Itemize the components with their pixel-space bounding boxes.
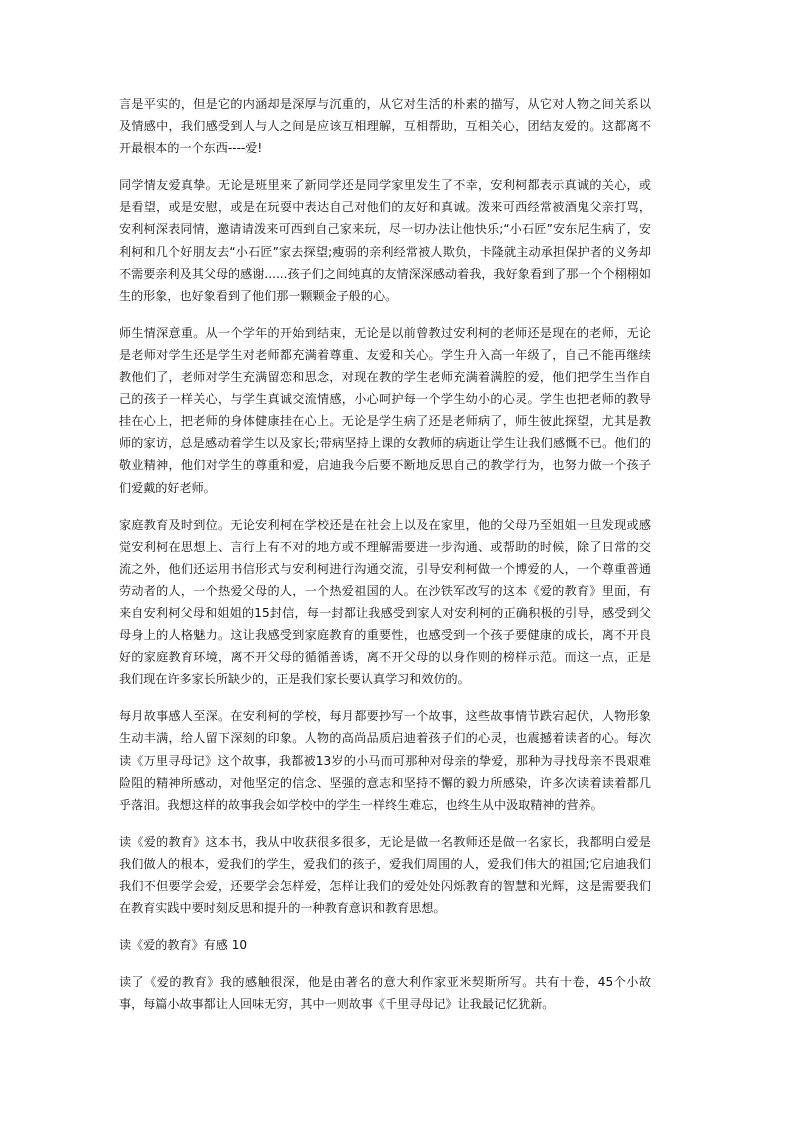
section-paragraph: 读了《爱的教育》我的感触很深，他是由著名的意大利作家亚米契斯所写。共有十卷，45个小故事，每篇小故事都让人回味无穷，其中一则故事《千里寻母记》让我最记忆犹新。 — [119, 975, 651, 1012]
paragraph-classmate-friendship: 同学情友爱真挚。无论是班里来了新同学还是同学家里发生了不幸，安利柯都表示真诚的关心，或是看望，或是安慰，或是在玩耍中表达自己对他们的友好和真诚。泼来可西经常被酒鬼父亲打骂，安利柯深表同情，邀请请泼来可西到自己家来玩，尽一切办法让他快乐;“小石匠”安东尼生病了，安利柯和几个好朋友去“小石匠”家去探望;瘦弱的亲利经常被人欺负，卡隆就主动承担保护者的义务却不需要亲利及其父母的感谢......孩子们之间纯真的友情深深感动着我，我好象看到了那一个个栩栩如生的形象，也好象看到了他们那一颗颗金子般的心。 — [119, 178, 651, 303]
paragraph-family-education: 家庭教育及时到位。无论安利柯在学校还是在社会上以及在家里，他的父母乃至姐姐一旦发现或感觉安利柯在思想上、言行上有不对的地方或不理解需要进一步沟通、或帮助的时候，除了日常的交流之外，他们还运用书信形式与安利柯进行沟通交流，引导安利柯做一个博爱的人，一个尊重普通劳动者的人，一个热爱父母的人，一个热爱祖国的人。在沙铁军改写的这本《爱的教育》里面，有来自安利柯父母和姐姐的15封信，每一封都让我感受到家人对安利柯的正确积极的引导，感受到父母身上的人格魅力。这让我感受到家庭教育的重要性，也感受到一个孩子要健康的成长，离不开良好的家庭教育环境，离不开父母的循循善诱，离不开父母的以身作则的榜样示范。而这一点，正是我们现在许多家长所缺少的，正是我们家长要认真学习和效仿的。 — [119, 517, 651, 687]
paragraph-teacher-student: 师生情深意重。从一个学年的开始到结束，无论是以前曾教过安利柯的老师还是现在的老师，无论是老师对学生还是学生对老师都充满着尊重、友爱和关心。学生升入高一年级了，自己不能再继续教他们了，老师对学生充满留恋和思念，对现在教的学生老师充满着满腔的爱，他们把学生当作自己的孩子一样关心，与学生真诚交流情感，小心呵护每一个学生幼小的心灵。学生也把老师的教导挂在心上，把老师的身体健康挂在心上。无论是学生病了还是老师病了，师生彼此探望，尤其是教师的家访，总是感动着学生以及家长;带病坚持上课的女教师的病逝让学生让我们感慨不已。他们的敬业精神，他们对学生的尊重和爱，启迪我今后要不断地反思自己的教学行为，也努力做一个孩子们爱戴的好老师。 — [119, 325, 651, 495]
document-body — [119, 93, 651, 1015]
section-title: 读《爱的教育》有感 10 — [119, 938, 248, 953]
paragraph-intro-conclusion: 言是平实的，但是它的内涵却是深厚与沉重的，从它对生活的朴素的描写，从它对人物之间关系以及情感中，我们感受到人与人之间是应该互相理解，互相帮助，互相关心，团结友爱的。这都离不开最根本的一个东西----爱! — [119, 97, 651, 156]
paragraph-reading-summary: 读《爱的教育》这本书，我从中收获很多很多，无论是做一名教师还是做一名家长，我都明白爱是我们做人的根本，爱我们的学生，爱我们的孩子，爱我们周围的人，爱我们伟大的祖国;它启迪我们我们不但要学会爱，还要学会怎样爱，怎样让我们的爱处处闪烁教育的智慧和光辉，这是需要我们在教育实践中要时刻反思和提升的一种教育意识和教育思想。 — [119, 834, 651, 916]
paragraph-monthly-story: 每月故事感人至深。在安利柯的学校，每月都要抄写一个故事，这些故事情节跌宕起伏，人物形象生动丰满，给人留下深刻的印象。人物的高尚品质启迪着孩子们的心灵，也震撼着读者的心。每次读《万里寻母记》这个故事，我都被13岁的小马而可那种对母亲的挚爱，那种为寻找母亲不畏艰难险阻的精神所感动，对他坚定的信念、坚强的意志和坚持不懈的毅力所感染，许多次读着读着都几乎落泪。我想这样的故事我会如学校中的学生一样终生难忘，也终生从中汲取精神的营养。 — [119, 709, 651, 812]
